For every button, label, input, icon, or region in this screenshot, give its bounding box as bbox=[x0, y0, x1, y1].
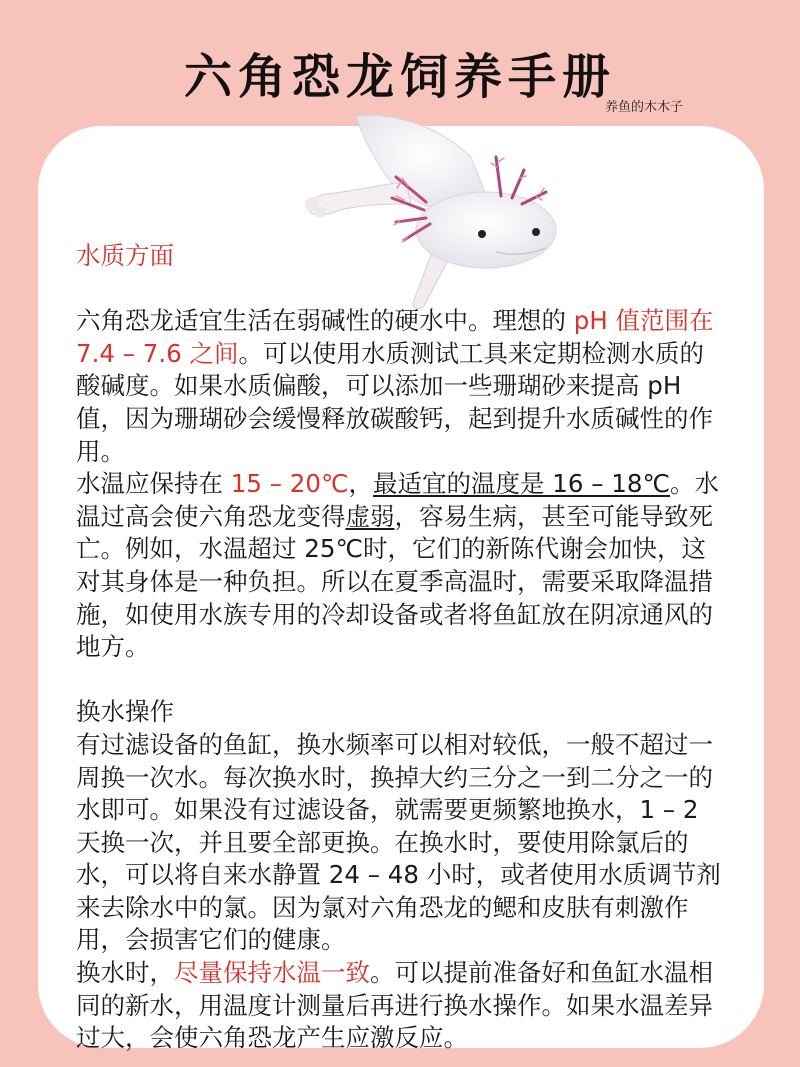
author-watermark: 养鱼的木木子 bbox=[605, 100, 684, 115]
page-title: 六角恐龙饲养手册 bbox=[183, 49, 616, 105]
highlight-ph-range: pH 值范围在 7.4 – 7.6 之间 bbox=[76, 306, 714, 368]
text-span: 。水温过高会使六角恐龙变得 bbox=[76, 469, 719, 531]
highlight-temp-range: 15 – 20℃ bbox=[230, 469, 349, 499]
text-span: 。可以使用水质测试工具来定期检测水质的酸碱度。如果水质偏酸，可以添加一些珊瑚砂来提高 pH 值，因为珊瑚砂会缓慢释放碳酸钙，起到提升水质碱性的作用。 bbox=[76, 338, 713, 466]
text-span: 换水时， bbox=[76, 958, 174, 988]
paragraph-change-temperature bbox=[76, 957, 726, 1055]
text-span: ， bbox=[348, 469, 373, 499]
text-span: 六角恐龙适宜生活在弱碱性的硬水中。理想的 bbox=[76, 306, 574, 336]
text-span: 。可以提前准备好和鱼缸水温相同的新水，用温度计测量后再进行换水操作。如果水温差异过大，会使六角恐龙产生应激反应。 bbox=[76, 958, 713, 1053]
paragraph-ph bbox=[76, 305, 726, 468]
paragraph-change-frequency: 有过滤设备的鱼缸，换水频率可以相对较低，一般不超过一周换一次水。每次换水时，换掉大约三分之一到二分之一的水即可。如果没有过滤设备，就需要更频繁地换水，1 – 2 天换一次，并且要全部更换。在换水时，要使用除氯后的水，可以将自来水静置 24 – 48 小时，或者使用水质调节剂来去除水中的氯。因为氯对六角恐龙的鳃和皮肤有刺激作用，会损害它们的健康。 bbox=[76, 729, 721, 955]
section-heading-water-quality: 水质方面 bbox=[76, 241, 174, 270]
text-span: ，容易生病，甚至可能导致死亡。例如，水温超过 25℃时，它们的新陈代谢会加快，这对其身体是一种负担。所以在夏季高温时，需要采取降温措施，如使用水族专用的冷却设备或者将鱼缸放在阴凉通风的地方。 bbox=[76, 501, 713, 662]
underline-weak: 虚弱 bbox=[345, 501, 395, 531]
highlight-keep-temp: 尽量保持水温一致 bbox=[174, 958, 370, 988]
article-body bbox=[76, 240, 726, 1055]
underline-best-temp: 最适宜的温度是 16 – 18℃ bbox=[373, 469, 670, 499]
paragraph-temperature bbox=[76, 468, 726, 664]
section-heading-water-change: 换水操作 bbox=[76, 697, 174, 727]
text-span: 水温应保持在 bbox=[76, 469, 231, 499]
